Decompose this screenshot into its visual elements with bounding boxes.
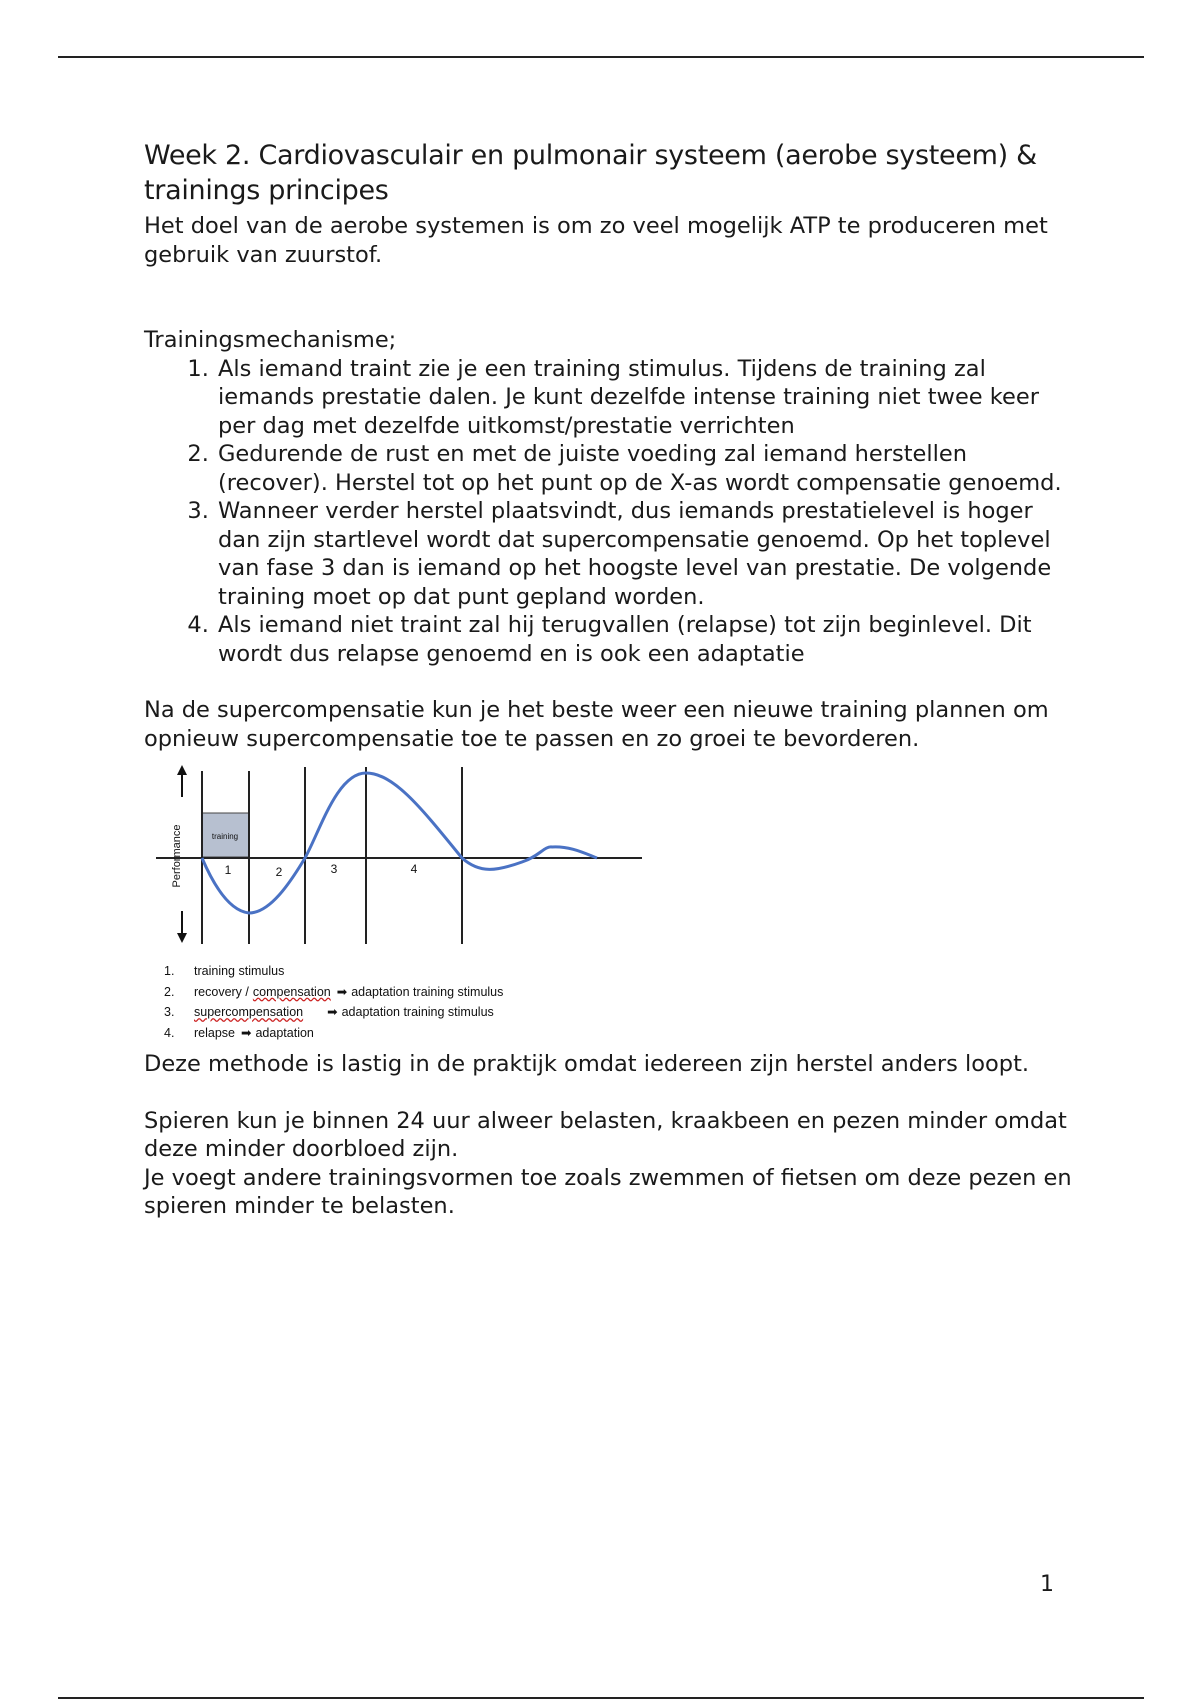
phase-label-4: 4 [410,862,418,876]
phase-label-3: 3 [330,862,338,876]
step-item: 2. Gedurende de rust en met de juiste voeding zal iemand herstellen (recover). Herstel tot op het punt op de X-as wordt compensatie genoemd. [216,440,1074,497]
right-arrow-icon: ➡ [241,1025,252,1040]
legend-row [164,1002,503,1023]
footer-rule [58,1697,1144,1699]
supercompensation-diagram [152,761,652,961]
legend-row [164,982,503,1003]
legend-rest: adaptation training stimulus [341,1005,494,1019]
legend-number: 1. [164,964,175,978]
mechanism-heading: Trainingsmechanisme; [144,327,397,353]
performance-axis-label: Performance [171,824,183,888]
legend-term: relapse [194,1025,235,1040]
phase-label-1: 1 [224,863,232,877]
training-forms-paragraph: Je voegt andere trainingsvormen toe zoals zwemmen of fietsen om deze pezen en spieren minder te belasten. [144,1164,1072,1219]
supercompensation-figure [152,761,652,1046]
step-item: 1. Als iemand traint zie je een training stimulus. Tijdens de training zal iemands prestatie dalen. Je kunt dezelfde intense training niet twee keer per dag met dezelfde uitkomst/prestatie verrichten [216,355,1074,441]
step-item: 3. Wanneer verder herstel plaatsvindt, dus iemands prestatielevel is hoger dan zijn startlevel wordt dat supercompensatie genoemd. Op het toplevel van fase 3 dan is iemand op het hoogste level van prestatie. De volgende training moet op dat punt gepland worden. [216,497,1074,611]
right-arrow-icon: ➡ [327,1005,338,1019]
figure-legend [164,961,503,1043]
muscles-paragraph: Spieren kun je binnen 24 uur alweer belasten, kraakbeen en pezen minder omdat deze minder doorbloed zijn. [144,1107,1067,1162]
supercompensation-paragraph: Na de supercompensatie kun je het beste weer een nieuwe training plannen om opnieuw supercompensatie toe te passen en zo groei te bevorderen. [144,697,1049,752]
legend-row [164,961,503,982]
intro-paragraph: Het doel van de aerobe systemen is om zo veel mogelijk ATP te produceren met gebruik van zuurstof. [144,213,1048,268]
down-arrowhead-icon [177,933,187,943]
training-box-label: training [211,832,239,841]
mechanism-steps [144,355,1074,669]
legend-number: 2. [164,984,175,999]
legend-term: recovery / [194,984,249,999]
legend-underlined-term: supercompensation [194,1005,304,1019]
page-number: 1 [1040,1572,1054,1597]
legend-rest: adaptation [255,1025,314,1040]
step-item: 4. Als iemand niet traint zal hij terugvallen (relapse) tot zijn beginlevel. Dit wordt dus relapse genoemd en is ook een adaptatie [216,611,1074,668]
legend-rest: adaptation training stimulus [351,984,504,999]
legend-term: training stimulus [194,964,285,978]
up-arrowhead-icon [177,765,187,775]
right-arrow-icon: ➡ [336,984,348,999]
phase-label-2: 2 [275,865,283,879]
legend-number: 3. [164,1005,175,1019]
legend-underlined-term: compensation [252,984,331,999]
header-rule [58,56,1144,58]
method-paragraph: Deze methode is lastig in de praktijk omdat iedereen zijn herstel anders loopt. [144,1051,1030,1077]
page-content [144,138,1074,1221]
legend-row [164,1023,503,1044]
page-title: Week 2. Cardiovasculair en pulmonair systeem (aerobe systeem) & trainings principes [144,140,1037,206]
performance-curve [202,773,597,913]
legend-number: 4. [164,1025,175,1040]
